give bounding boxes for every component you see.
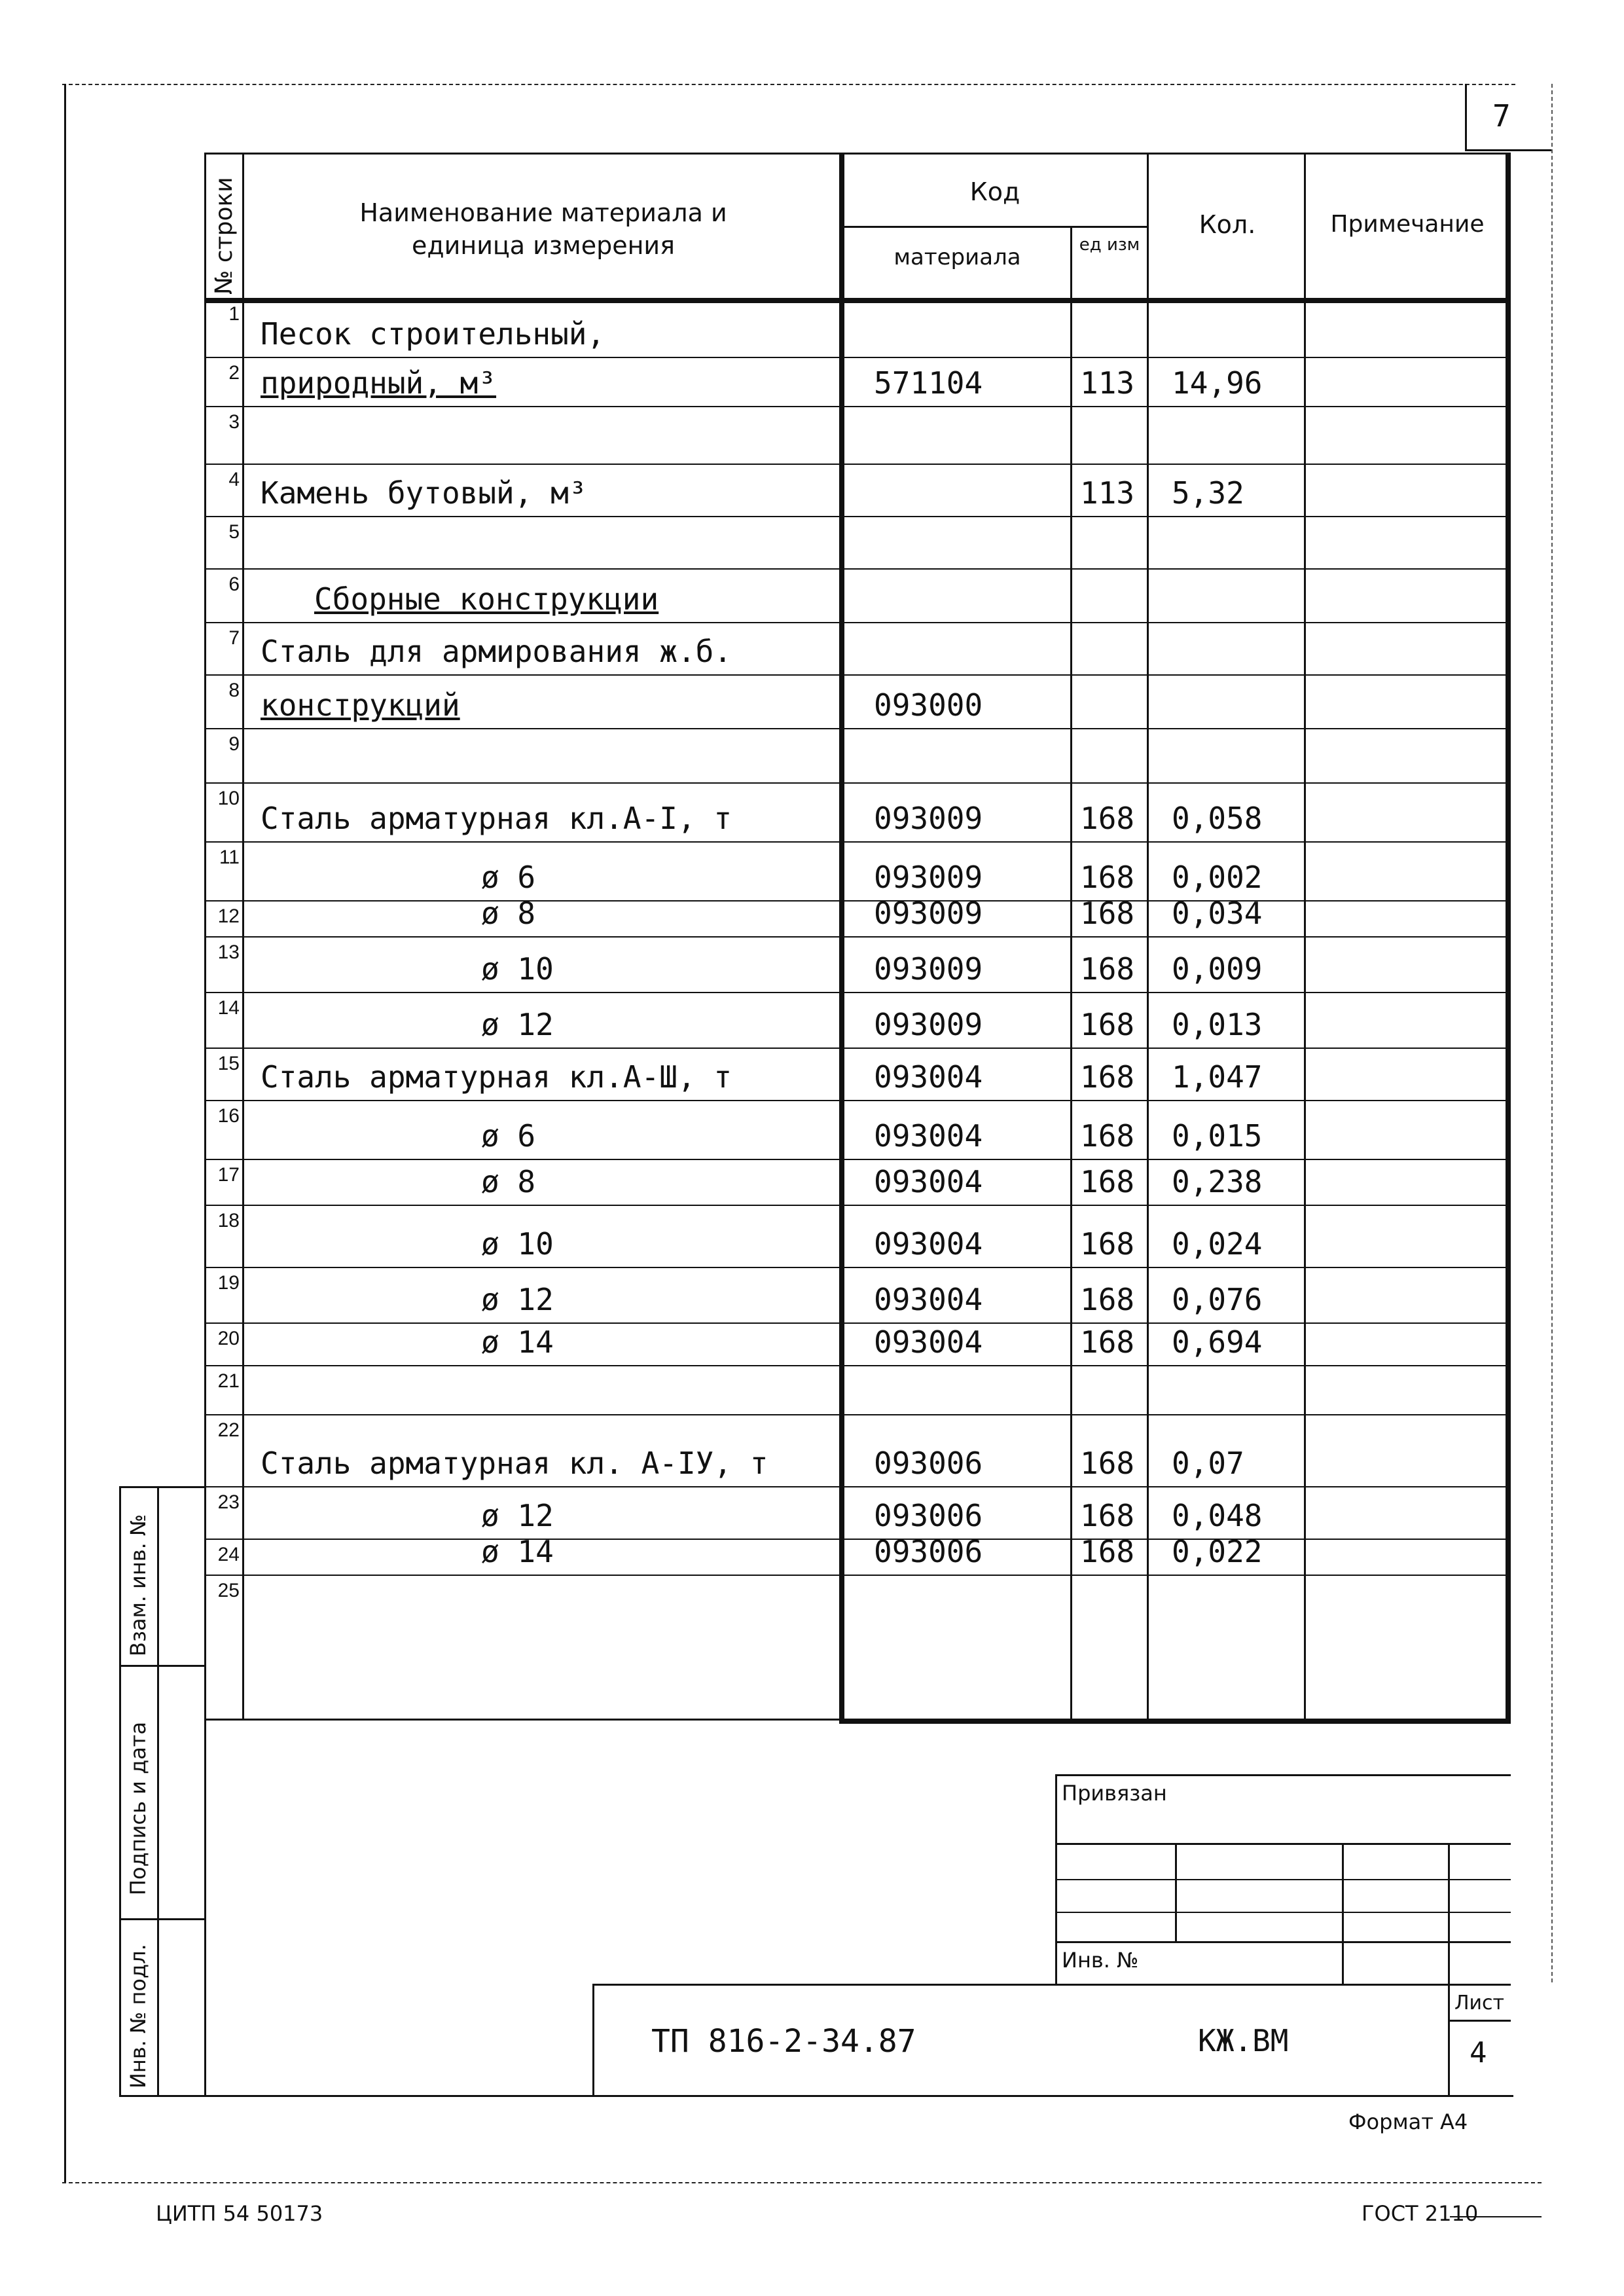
header-bottom-line — [204, 298, 1511, 303]
row-separator — [242, 728, 1506, 729]
row-separator — [242, 841, 1506, 843]
rownum-separator — [204, 728, 242, 729]
material-name: ø 8 — [481, 896, 536, 931]
row-separator — [242, 1159, 1506, 1160]
material-name: Сталь арматурная кл.А-Ш, т — [261, 1059, 732, 1095]
material-code: 093000 — [874, 687, 983, 723]
privyazan-col-2 — [1342, 1843, 1344, 1984]
rownum-separator — [204, 900, 242, 902]
row-separator — [242, 782, 1506, 784]
quantity: 0,034 — [1172, 896, 1263, 931]
rownum-separator — [204, 464, 242, 465]
side-stamp-inner — [157, 1486, 159, 2095]
rownum-separator — [204, 782, 242, 784]
header-code-unit: ед изм — [1079, 235, 1140, 255]
unit-code: 168 — [1080, 860, 1135, 895]
sheet-number: 4 — [1470, 2036, 1487, 2069]
quantity: 0,002 — [1172, 860, 1263, 895]
quantity: 0,015 — [1172, 1118, 1263, 1154]
row-number: 13 — [217, 941, 240, 963]
privyazan-row-2 — [1055, 1879, 1511, 1880]
material-code: 093006 — [874, 1446, 983, 1481]
page-bottom-edge — [62, 2182, 1542, 2183]
inv-no-label: Инв. № — [1062, 1948, 1139, 1973]
material-name: Сборные конструкции — [314, 581, 659, 617]
material-name: природный, м³ — [261, 365, 497, 401]
header-code: Код — [969, 177, 1020, 206]
privyazan-label: Привязан — [1062, 1781, 1167, 1806]
side-stamp-inv-podl: Инв. № подл. — [126, 1944, 151, 2088]
rownum-separator — [204, 1322, 242, 1324]
quantity: 0,022 — [1172, 1534, 1263, 1569]
col-name-border — [839, 153, 844, 1719]
privyazan-top — [1055, 1774, 1511, 1776]
rownum-separator — [204, 1159, 242, 1160]
material-code: 093004 — [874, 1226, 983, 1262]
rownum-separator — [204, 1486, 242, 1487]
side-stamp-split-2 — [119, 1918, 204, 1920]
row-number: 5 — [228, 521, 240, 543]
doc-code: ТП 816-2-34.87 — [651, 2023, 916, 2060]
page-top-edge — [62, 84, 1515, 85]
footer-right: ГОСТ 2110 — [1362, 2201, 1479, 2226]
sheet-label: Лист — [1454, 1992, 1505, 2014]
row-separator — [242, 516, 1506, 517]
table-bottom-line — [839, 1719, 1511, 1724]
rownum-separator — [204, 936, 242, 938]
unit-code: 168 — [1080, 896, 1135, 931]
page-number: 7 — [1492, 98, 1511, 134]
header-name: Наименование материала и единица измерения — [359, 198, 727, 260]
rownum-separator — [204, 992, 242, 993]
rownum-separator — [204, 841, 242, 843]
row-number: 11 — [219, 847, 240, 868]
frame-bottom-line — [119, 2095, 1513, 2097]
row-separator — [242, 1100, 1506, 1101]
rownum-separator — [204, 1267, 242, 1268]
material-name: ø 10 — [481, 1226, 554, 1262]
row-number: 3 — [228, 411, 240, 433]
material-name: Сталь арматурная кл.А-I, т — [261, 801, 732, 836]
material-name: ø 12 — [481, 1282, 554, 1317]
material-name: конструкций — [261, 687, 460, 723]
material-name: ø 14 — [481, 1324, 554, 1360]
header-row-no: № строки — [211, 177, 238, 295]
col-code-border — [1070, 226, 1072, 1719]
row-number: 10 — [217, 788, 240, 809]
material-name: ø 8 — [481, 1164, 536, 1199]
rownum-separator — [204, 1205, 242, 1206]
material-code: 093009 — [874, 1007, 983, 1042]
quantity: 0,694 — [1172, 1324, 1263, 1360]
material-code: 093004 — [874, 1324, 983, 1360]
unit-code: 168 — [1080, 801, 1135, 836]
doc-strip-top — [592, 1984, 1511, 1986]
privyazan-row-3 — [1055, 1912, 1511, 1913]
footer-left: ЦИТП 54 50173 — [156, 2201, 323, 2226]
unit-code: 168 — [1080, 1118, 1135, 1154]
quantity: 14,96 — [1172, 365, 1263, 401]
material-name: Сталь для армирования ж.б. — [261, 634, 732, 669]
material-name: Камень бутовый, м³ — [261, 475, 587, 511]
header-note: Примечание — [1330, 211, 1485, 238]
unit-code: 168 — [1080, 1059, 1135, 1095]
row-number: 19 — [217, 1272, 240, 1294]
unit-code: 168 — [1080, 1226, 1135, 1262]
header-qty: Кол. — [1199, 210, 1256, 239]
doc-mark: КЖ.ВМ — [1198, 2023, 1289, 2058]
page-left-edge — [64, 84, 66, 2182]
quantity: 0,238 — [1172, 1164, 1263, 1199]
row-separator — [242, 1048, 1506, 1049]
rownum-separator — [204, 357, 242, 358]
unit-code: 113 — [1080, 365, 1135, 401]
format-label: Формат А4 — [1348, 2109, 1468, 2134]
row-separator — [242, 464, 1506, 465]
unit-code: 168 — [1080, 1324, 1135, 1360]
material-code: 093009 — [874, 860, 983, 895]
rownum-separator — [204, 674, 242, 676]
privyazan-row-4 — [1055, 1941, 1511, 1943]
material-name: ø 14 — [481, 1534, 554, 1569]
rownum-separator — [204, 1100, 242, 1101]
row-number: 14 — [217, 997, 240, 1019]
row-number: 12 — [217, 905, 240, 927]
row-separator — [242, 674, 1506, 676]
rownum-separator — [204, 406, 242, 407]
material-name: ø 6 — [481, 860, 536, 895]
header-code-material: материала — [893, 244, 1021, 270]
privyazan-col-1 — [1175, 1843, 1177, 1941]
material-code: 093004 — [874, 1164, 983, 1199]
privyazan-row-1 — [1055, 1843, 1511, 1845]
row-separator — [242, 1486, 1506, 1487]
unit-code: 113 — [1080, 475, 1135, 511]
rownum-separator — [204, 516, 242, 517]
page-number-divider — [1465, 84, 1467, 149]
row-separator — [242, 568, 1506, 570]
quantity: 5,32 — [1172, 475, 1244, 511]
rownum-separator — [204, 1539, 242, 1540]
row-separator — [242, 1575, 1506, 1576]
material-name: ø 12 — [481, 1007, 554, 1042]
table-right-border — [1506, 153, 1511, 1719]
col-unit-border — [1147, 153, 1149, 1719]
row-number: 21 — [217, 1370, 240, 1392]
material-name: Сталь арматурная кл. А-IУ, т — [261, 1446, 768, 1481]
material-code: 093009 — [874, 951, 983, 987]
row-number: 7 — [228, 627, 240, 649]
row-number: 9 — [228, 733, 240, 755]
table-bottom-line-left — [204, 1719, 839, 1721]
material-name: Песок строительный, — [261, 316, 605, 352]
unit-code: 168 — [1080, 951, 1135, 987]
unit-code: 168 — [1080, 1007, 1135, 1042]
side-stamp-podpis: Подпись и дата — [126, 1721, 151, 1895]
material-code: 093004 — [874, 1118, 983, 1154]
material-code: 093006 — [874, 1498, 983, 1533]
side-stamp-outer — [119, 1486, 121, 2095]
rownum-separator — [204, 1414, 242, 1415]
footer-right-underline — [1450, 2216, 1542, 2217]
side-stamp-vzam: Взам. инв. № — [126, 1514, 151, 1656]
unit-code: 168 — [1080, 1534, 1135, 1569]
unit-code: 168 — [1080, 1498, 1135, 1533]
quantity: 0,058 — [1172, 801, 1263, 836]
header-top-line — [204, 153, 1511, 155]
quantity: 0,009 — [1172, 951, 1263, 987]
row-number: 4 — [228, 469, 240, 490]
row-separator — [242, 357, 1506, 358]
quantity: 0,076 — [1172, 1282, 1263, 1317]
material-code: 093009 — [874, 896, 983, 931]
row-number: 24 — [217, 1544, 240, 1565]
unit-code: 168 — [1080, 1164, 1135, 1199]
quantity: 0,024 — [1172, 1226, 1263, 1262]
row-separator — [242, 936, 1506, 938]
row-separator — [242, 1322, 1506, 1324]
row-number: 20 — [217, 1328, 240, 1349]
material-code: 093006 — [874, 1534, 983, 1569]
row-number: 18 — [217, 1210, 240, 1231]
col-rownum-border — [242, 153, 244, 1719]
row-number: 17 — [217, 1164, 240, 1186]
side-stamp-top — [119, 1486, 204, 1488]
sheet-label-line — [1448, 2020, 1511, 2022]
page-number-underline — [1465, 149, 1551, 151]
page-right-edge — [1551, 84, 1553, 1982]
quantity: 1,047 — [1172, 1059, 1263, 1095]
row-separator — [242, 992, 1506, 993]
quantity: 0,013 — [1172, 1007, 1263, 1042]
header-code-split — [839, 226, 1147, 228]
rownum-separator — [204, 568, 242, 570]
table-left-border — [204, 153, 206, 2096]
quantity: 0,07 — [1172, 1446, 1244, 1481]
rownum-separator — [204, 1575, 242, 1576]
unit-code: 168 — [1080, 1446, 1135, 1481]
row-number: 1 — [228, 303, 240, 325]
row-separator — [242, 406, 1506, 407]
rownum-separator — [204, 622, 242, 623]
rownum-separator — [204, 1048, 242, 1049]
row-number: 22 — [217, 1419, 240, 1441]
unit-code: 168 — [1080, 1282, 1135, 1317]
material-code: 093009 — [874, 801, 983, 836]
material-code: 093004 — [874, 1282, 983, 1317]
row-separator — [242, 1267, 1506, 1268]
col-qty-border — [1304, 153, 1306, 1719]
privyazan-col-3 — [1448, 1843, 1450, 2095]
row-number: 25 — [217, 1580, 240, 1601]
row-number: 8 — [228, 680, 240, 701]
doc-strip-left — [592, 1984, 594, 2095]
row-number: 16 — [217, 1105, 240, 1127]
row-number: 2 — [228, 362, 240, 384]
row-separator — [242, 1205, 1506, 1206]
row-separator — [242, 1414, 1506, 1415]
row-separator — [242, 622, 1506, 623]
row-number: 23 — [217, 1491, 240, 1513]
material-name: ø 6 — [481, 1118, 536, 1154]
material-name: ø 12 — [481, 1498, 554, 1533]
row-number: 6 — [228, 574, 240, 595]
material-code: 093004 — [874, 1059, 983, 1095]
side-stamp-split-1 — [119, 1665, 204, 1667]
row-number: 15 — [217, 1053, 240, 1074]
material-name: ø 10 — [481, 951, 554, 987]
row-separator — [242, 1365, 1506, 1366]
quantity: 0,048 — [1172, 1498, 1263, 1533]
rownum-separator — [204, 1365, 242, 1366]
material-code: 571104 — [874, 365, 983, 401]
